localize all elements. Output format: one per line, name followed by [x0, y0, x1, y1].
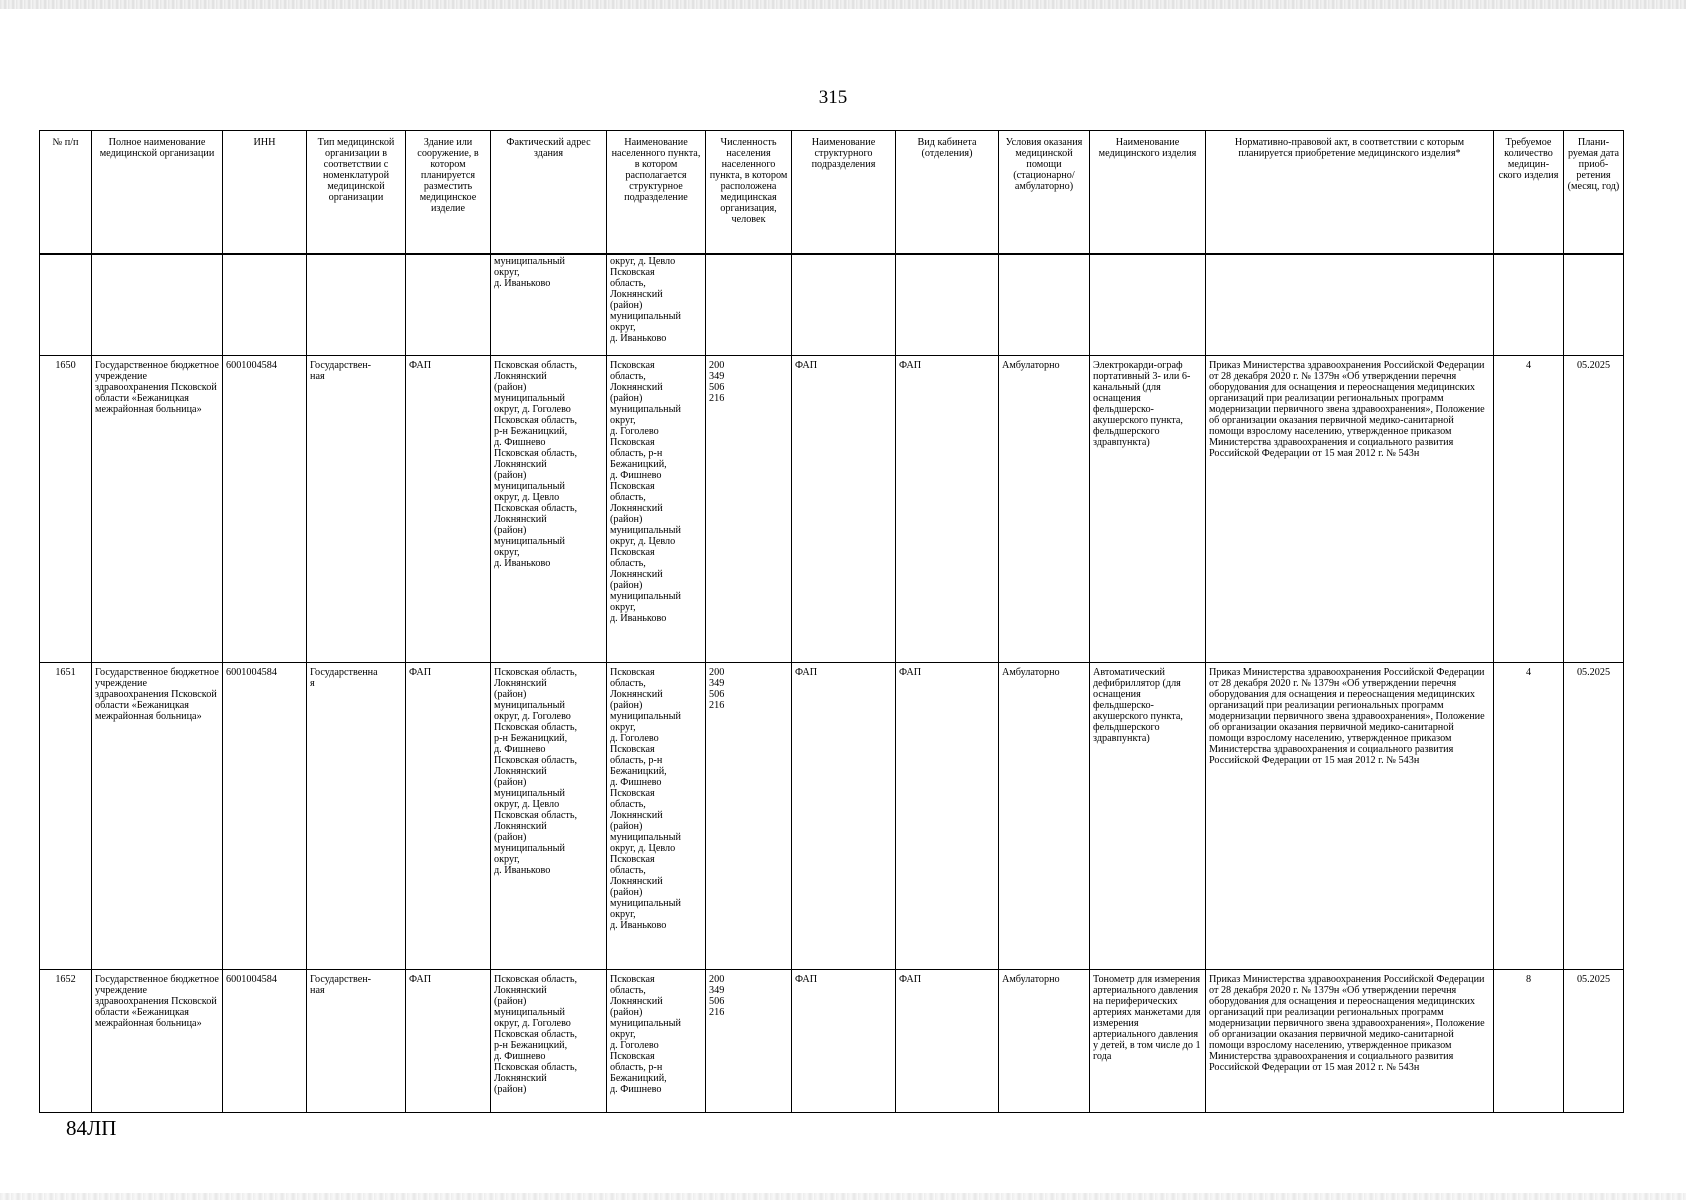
organization-cell: Государственное бюджетное учреждение здравоохранения Псковской области «Бежаницкая межрайонная больница»: [92, 356, 223, 663]
purchase-date-cell: 05.2025: [1564, 356, 1624, 663]
table-cell: [307, 254, 406, 356]
address-cell: Псковская область, Локнянский (район) муниципальный округ, д. Гоголево Псковская область, р-н Бежаницкий, д. Фишнево Псковская область, Локнянский (район): [491, 970, 607, 1113]
inn-cell: 6001004584: [223, 663, 307, 970]
header-cell: Численность населения населенного пункта, в котором расположена медицинская организация, человек: [706, 131, 792, 255]
unit-cell: ФАП: [792, 356, 896, 663]
header-cell: Наименование населенного пункта, в котором располагается структурное подразделение: [607, 131, 706, 255]
purchase-date-cell: 05.2025: [1564, 970, 1624, 1113]
device-cell: Электрокарди-ограф портативный 3- или 6-канальный (для оснащения фельдшерско-акушерского пункта, фельдшерского здравпункта): [1090, 356, 1206, 663]
table-cell: [896, 254, 999, 356]
cabinet-cell: ФАП: [896, 970, 999, 1113]
unit-cell: ФАП: [792, 663, 896, 970]
purchase-date-cell: 05.2025: [1564, 663, 1624, 970]
population-cell: 200 349 506 216: [706, 970, 792, 1113]
header-cell: Наименование структурного подразделения: [792, 131, 896, 255]
organization-cell: Государственное бюджетное учреждение здравоохранения Псковской области «Бежаницкая межрайонная больница»: [92, 663, 223, 970]
device-cell: Автоматический дефибриллятор (для оснащения фельдшерско-акушерского пункта, фельдшерского здравпункта): [1090, 663, 1206, 970]
table-cell: [92, 254, 223, 356]
header-cell: Условия оказания медицинской помощи (стационарно/ амбулаторно): [999, 131, 1090, 255]
address-cell: Псковская область, Локнянский (район) муниципальный округ, д. Гоголево Псковская область, р-н Бежаницкий, д. Фишнево Псковская область, Локнянский (район) муниципальный округ, д. Цевло Псковская область, Локнянский (район) муниципальный округ, д. Иваньково: [491, 356, 607, 663]
legal-act-cell: Приказ Министерства здравоохранения Российской Федерации от 28 декабря 2020 г. № 1379н «Об утверждении перечня оборудования для оснащения и переоснащения медицинских организаций при реализации региональных программ модернизации первичного звена здравоохранения», Положение об организации оказания первичной медико-санитарной помощи взрослому населению, утвержденное приказом Министерства здравоохранения и социального развития Российской Федерации от 15 мая 2012 г. № 543н: [1206, 663, 1494, 970]
org-type-cell: Государствен- ная: [307, 970, 406, 1113]
page-number: 315: [818, 87, 848, 108]
table-cell: [1206, 254, 1494, 356]
population-cell: 200 349 506 216: [706, 356, 792, 663]
table-row: [40, 356, 1624, 663]
header-cell: Плани-руемая дата приоб-ретения (месяц, год): [1564, 131, 1624, 255]
header-cell: Вид кабинета (отделения): [896, 131, 999, 255]
cabinet-cell: ФАП: [896, 356, 999, 663]
quantity-cell: 8: [1494, 970, 1564, 1113]
table-row: [40, 970, 1624, 1113]
unit-cell: ФАП: [792, 970, 896, 1113]
table-cell: [223, 254, 307, 356]
building-cell: ФАП: [406, 970, 491, 1113]
building-cell: ФАП: [406, 663, 491, 970]
conditions-cell: Амбулаторно: [999, 970, 1090, 1113]
building-cell: ФАП: [406, 356, 491, 663]
device-cell: Тонометр для измерения артериального давления на периферических артериях манжетами для измерения артериального давления у детей, в том числе до 1 года: [1090, 970, 1206, 1113]
scan-edge-bottom: [0, 1193, 1686, 1200]
table-cell: [1564, 254, 1624, 356]
scan-edge-top: [0, 0, 1686, 9]
org-type-cell: Государственна я: [307, 663, 406, 970]
row-number-cell: 1651: [40, 663, 92, 970]
header-cell: Полное наименование медицинской организации: [92, 131, 223, 255]
quantity-cell: 4: [1494, 663, 1564, 970]
locality-cell: Псковская область, Локнянский (район) муниципальный округ, д. Гоголево Псковская область, р-н Бежаницкий, д. Фишнево: [607, 970, 706, 1113]
header-cell: № п/п: [40, 131, 92, 255]
table-cell: [999, 254, 1090, 356]
table-cell: [1090, 254, 1206, 356]
org-type-cell: Государствен- ная: [307, 356, 406, 663]
row-number-cell: 1652: [40, 970, 92, 1113]
table-header-row: [40, 131, 1624, 255]
locality-cell: Псковская область, Локнянский (район) муниципальный округ, д. Гоголево Псковская область, р-н Бежаницкий, д. Фишнево Псковская область, Локнянский (район) муниципальный округ, д. Цевло Псковская область, Локнянский (район) муниципальный округ, д. Иваньково: [607, 663, 706, 970]
table-cell: [406, 254, 491, 356]
legal-act-cell: Приказ Министерства здравоохранения Российской Федерации от 28 декабря 2020 г. № 1379н «Об утверждении перечня оборудования для оснащения и переоснащения медицинских организаций при реализации региональных программ модернизации первичного звена здравоохранения», Положение об организации оказания первичной медико-санитарной помощи взрослому населению, утвержденное приказом Министерства здравоохранения и социального развития Российской Федерации от 15 мая 2012 г. № 543н: [1206, 970, 1494, 1113]
inn-cell: 6001004584: [223, 356, 307, 663]
table-cell: [792, 254, 896, 356]
locality-cell: Псковская область, Локнянский (район) муниципальный округ, д. Гоголево Псковская область, р-н Бежаницкий, д. Фишнево Псковская область, Локнянский (район) муниципальный округ, д. Цевло Псковская область, Локнянский (район) муниципальный округ, д. Иваньково: [607, 356, 706, 663]
table-row: [40, 663, 1624, 970]
row-number-cell: 1650: [40, 356, 92, 663]
header-cell: Наименование медицинского изделия: [1090, 131, 1206, 255]
equipment-table: [39, 130, 1624, 1113]
locality-cell: округ, д. Цевло Псковская область, Локнянский (район) муниципальный округ, д. Иваньково: [607, 254, 706, 356]
address-cell: Псковская область, Локнянский (район) муниципальный округ, д. Гоголево Псковская область, р-н Бежаницкий, д. Фишнево Псковская область, Локнянский (район) муниципальный округ, д. Цевло Псковская область, Локнянский (район) муниципальный округ, д. Иваньково: [491, 663, 607, 970]
inn-cell: 6001004584: [223, 970, 307, 1113]
population-cell: 200 349 506 216: [706, 663, 792, 970]
legal-act-cell: Приказ Министерства здравоохранения Российской Федерации от 28 декабря 2020 г. № 1379н «Об утверждении перечня оборудования для оснащения и переоснащения медицинских организаций при реализации региональных программ модернизации первичного звена здравоохранения», Положение об организации оказания первичной медико-санитарной помощи взрослому населению, утвержденное приказом Министерства здравоохранения и социального развития Российской Федерации от 15 мая 2012 г. № 543н: [1206, 356, 1494, 663]
header-cell: Требуемое количество медицин-ского изделия: [1494, 131, 1564, 255]
document-code: 84ЛП: [66, 1116, 117, 1140]
header-cell: Нормативно-правовой акт, в соответствии с которым планируется приобретение медицинского изделия*: [1206, 131, 1494, 255]
address-cell: муниципальный округ, д. Иваньково: [491, 254, 607, 356]
table-cell: [40, 254, 92, 356]
conditions-cell: Амбулаторно: [999, 663, 1090, 970]
organization-cell: Государственное бюджетное учреждение здравоохранения Псковской области «Бежаницкая межрайонная больница»: [92, 970, 223, 1113]
quantity-cell: 4: [1494, 356, 1564, 663]
conditions-cell: Амбулаторно: [999, 356, 1090, 663]
header-cell: Здание или сооружение, в котором планируется разместить медицинское изделие: [406, 131, 491, 255]
table-row-continuation: [40, 254, 1624, 356]
table-cell: [706, 254, 792, 356]
table-cell: [1494, 254, 1564, 356]
header-cell: Фактический адрес здания: [491, 131, 607, 255]
header-cell: ИНН: [223, 131, 307, 255]
cabinet-cell: ФАП: [896, 663, 999, 970]
header-cell: Тип медицинской организации в соответствии с номенклатурой медицинской организации: [307, 131, 406, 255]
